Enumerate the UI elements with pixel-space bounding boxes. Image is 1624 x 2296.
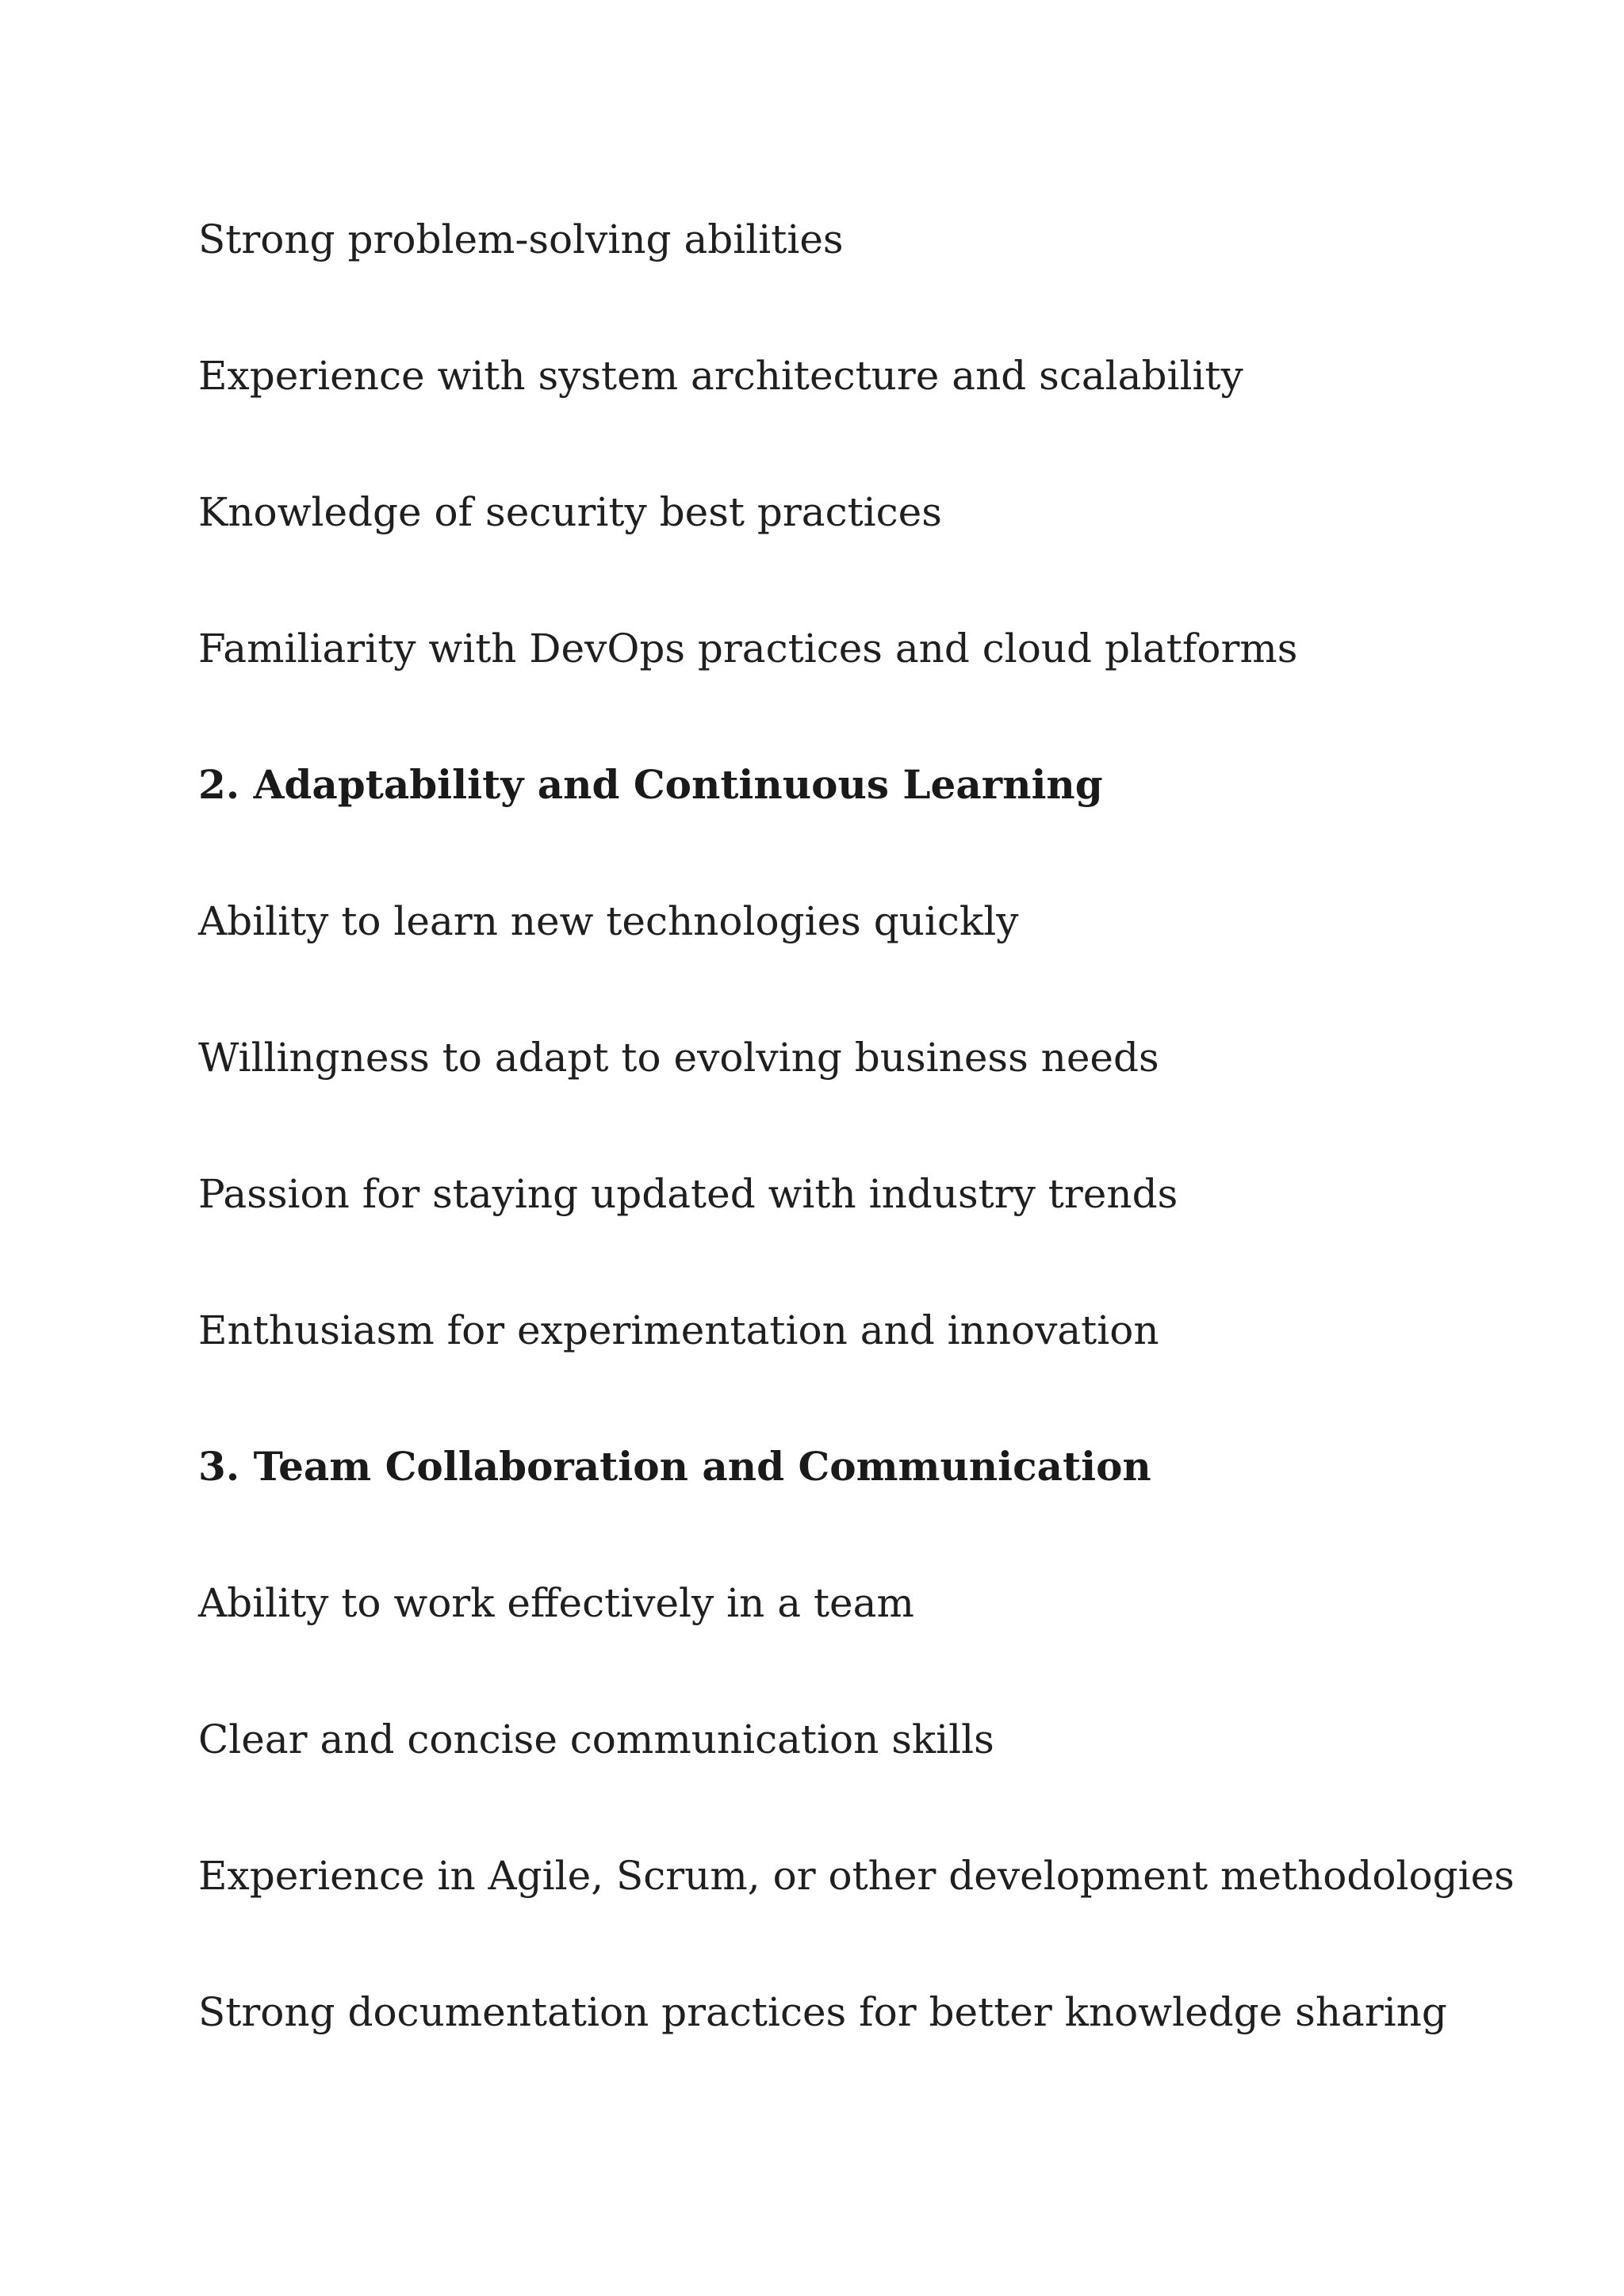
skill-item: Willingness to adapt to evolving business needs	[198, 1035, 1159, 1081]
skill-item: Familiarity with DevOps practices and cloud platforms	[198, 626, 1298, 672]
skill-item: Knowledge of security best practices	[198, 489, 942, 535]
skill-item: Ability to learn new technologies quickly	[198, 898, 1019, 944]
skill-item: Experience in Agile, Scrum, or other development methodologies	[198, 1853, 1515, 1899]
skill-item: Strong problem-solving abilities	[198, 216, 844, 262]
skill-item: Strong documentation practices for better knowledge sharing	[198, 1989, 1447, 2035]
skill-item: Experience with system architecture and scalability	[198, 353, 1243, 399]
skill-item: Enthusiasm for experimentation and innovation	[198, 1307, 1159, 1353]
skill-item: Ability to work effectively in a team	[198, 1580, 914, 1626]
skill-item: Clear and concise communication skills	[198, 1716, 994, 1762]
skill-item: Passion for staying updated with industry trends	[198, 1171, 1178, 1217]
section-heading: 3. Team Collaboration and Communication	[198, 1443, 1151, 1490]
section-heading: 2. Adaptability and Continuous Learning	[198, 761, 1103, 808]
